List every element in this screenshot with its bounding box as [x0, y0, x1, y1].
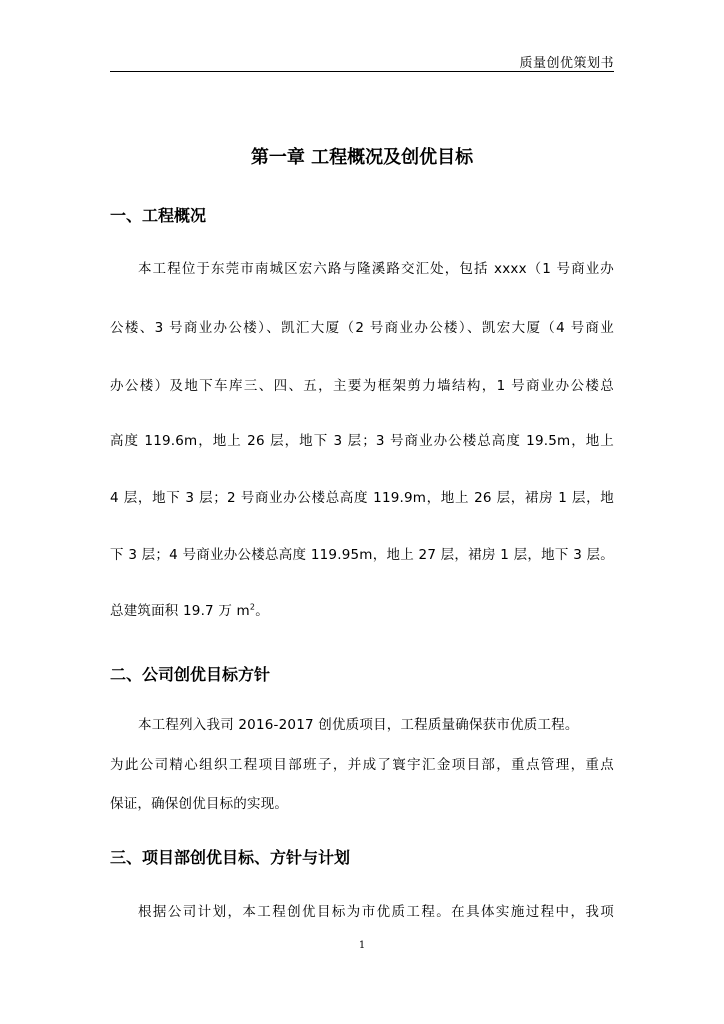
- superscript-two: 2: [249, 602, 256, 612]
- chapter-title: 第一章 工程概况及创优目标: [250, 147, 474, 168]
- paragraph-line: 为此公司精心组织工程项目部班子，并成了寰宇汇金项目部，重点管理，重点: [110, 757, 614, 773]
- paragraph-line: 办公楼）及地下车库三、四、五，主要为框架剪力墙结构，1 号商业办公楼总: [110, 378, 614, 394]
- running-header: 质量创优策划书: [519, 56, 614, 71]
- section-heading-project-goal: 三、项目部创优目标、方针与计划: [110, 848, 351, 867]
- area-text: 总建筑面积 19.7 万 m: [110, 603, 250, 619]
- section-heading-overview: 一、工程概况: [110, 206, 207, 225]
- period: 。: [255, 603, 269, 619]
- paragraph-line: 公楼、3 号商业办公楼）、凯汇大厦（2 号商业办公楼）、凯宏大厦（4 号商业: [110, 320, 614, 336]
- paragraph-line: 本工程列入我司 2016-2017 创优质项目，工程质量确保获市优质工程。: [138, 717, 579, 733]
- header-rule: [110, 71, 614, 72]
- paragraph-line: 高度 119.6m，地上 26 层，地下 3 层；3 号商业办公楼总高度 19.5m，地上: [110, 433, 614, 449]
- paragraph-line: 本工程位于东莞市南城区宏六路与隆溪路交汇处，包括 xxxx（1 号商业办: [138, 261, 614, 277]
- section-heading-company-goal: 二、公司创优目标方针: [110, 665, 271, 684]
- paragraph-line: 保证，确保创优目标的实现。: [110, 796, 289, 812]
- paragraph-line: 下 3 层；4 号商业办公楼总高度 119.95m，地上 27 层，裙房 1 层，地下 3 层。: [110, 547, 614, 563]
- paragraph-line: 根据公司计划，本工程创优目标为市优质工程。在具体实施过程中，我项: [138, 904, 614, 920]
- paragraph-line: 4 层，地下 3 层；2 号商业办公楼总高度 119.9m，地上 26 层，裙房 1 层，地: [110, 490, 614, 506]
- paragraph-line-last: [110, 599, 614, 619]
- page-number: 1: [358, 940, 366, 951]
